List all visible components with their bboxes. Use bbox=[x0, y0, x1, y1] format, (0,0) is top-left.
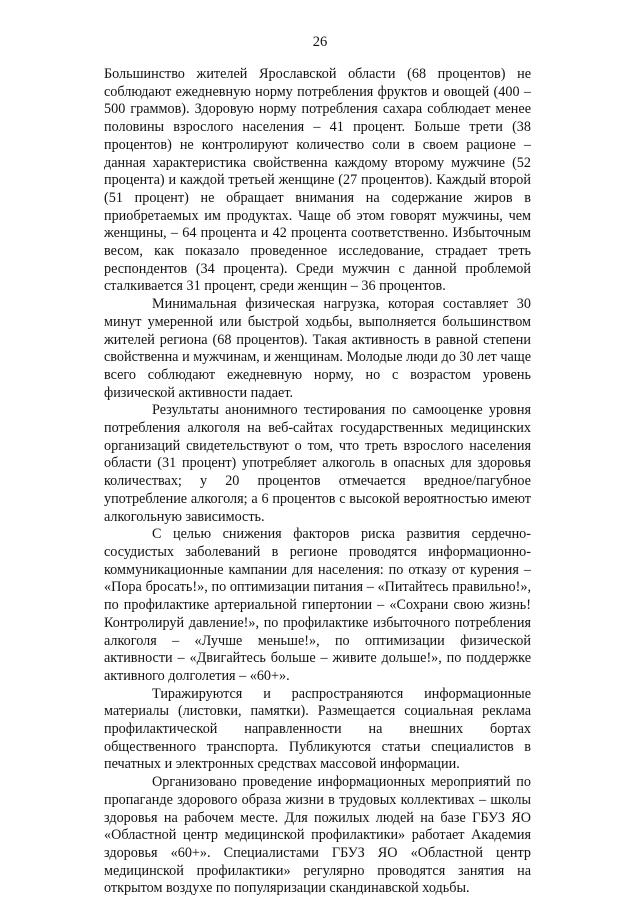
paragraph-health-events: Организовано проведение информационных мероприятий по пропаганде здорового образа жизни в трудовых коллективах – школы здоровья на рабочем месте. Для пожилых людей на базе ГБУЗ ЯО «Областной центр медицинской профилактики» работает Академия здоровья «60+». Специалистами ГБУЗ ЯО «Областной центр медицинской профилактики» регулярно проводятся занятия на открытом воздухе по популяризации скандинавской ходьбы. bbox=[104, 774, 531, 897]
paragraph-info-campaigns: С целью снижения факторов риска развития сердечно-сосудистых заболеваний в регионе проводятся информационно-коммуникационные кампании для населения: по отказу от курения – «Пора бросать!», по оптимизации питания – «Питайтесь правильно!», по профилактике артериальной гипертонии – «Сохрани свою жизнь! Контролируй давление!», по профилактике избыточного потребления алкоголя – «Лучше меньше!», по оптимизации физической активности – «Двигайтесь больше – живите дольше!», по поддержке активного долголетия – «60+». bbox=[104, 526, 531, 684]
paragraph-diet-statistics: Большинство жителей Ярославской области (68 процентов) не соблюдают ежедневную норму потребления фруктов и овощей (400 – 500 граммов). Здоровую норму потребления сахара соблюдает менее половины взрослого населения – 41 процент. Больше трети (38 процентов) не контролируют количество соли в своем рационе – данная характеристика свойственна каждому второму мужчине (52 процента) и каждой третьей женщине (27 процентов). Каждый второй (51 процент) не обращает внимания на содержание жиров в приобретаемых им продуктах. Чаще об этом говорят мужчины, чем женщины, – 64 процента и 42 процента соответственно. Избыточным весом, как показало проведенное исследование, страдает треть респондентов (34 процента). Среди мужчин с данной проблемой сталкивается 31 процент, среди женщин – 36 процентов. bbox=[104, 66, 531, 295]
paragraph-physical-activity: Минимальная физическая нагрузка, которая составляет 30 минут умеренной или быстрой ходьбы, выполняется большинством жителей региона (68 процентов). Такая активность в равной степени свойственна и мужчинам, и женщинам. Молодые люди до 30 лет чаще всего соблюдают ежедневную норму, но с возрастом уровень физической активности падает. bbox=[104, 296, 531, 401]
paragraph-info-materials: Тиражируются и распространяются информационные материалы (листовки, памятки). Размещается социальная реклама профилактической направленности на внешних бортах общественного транспорта. Публикуются статьи специалистов в печатных и электронных средствах массовой информации. bbox=[104, 685, 531, 773]
page-number: 26 bbox=[312, 34, 328, 50]
document-body bbox=[104, 66, 531, 898]
paragraph-alcohol-testing: Результаты анонимного тестирования по самооценке уровня потребления алкоголя на веб-сайтах государственных медицинских организаций свидетельствуют о том, что треть взрослого населения области (31 процент) употребляет алкоголь в опасных для здоровья количествах; у 20 процентов отмечается вредное/пагубное употребление алкоголя; а 6 процентов с высокой вероятностью имеют алкогольную зависимость. bbox=[104, 402, 531, 525]
